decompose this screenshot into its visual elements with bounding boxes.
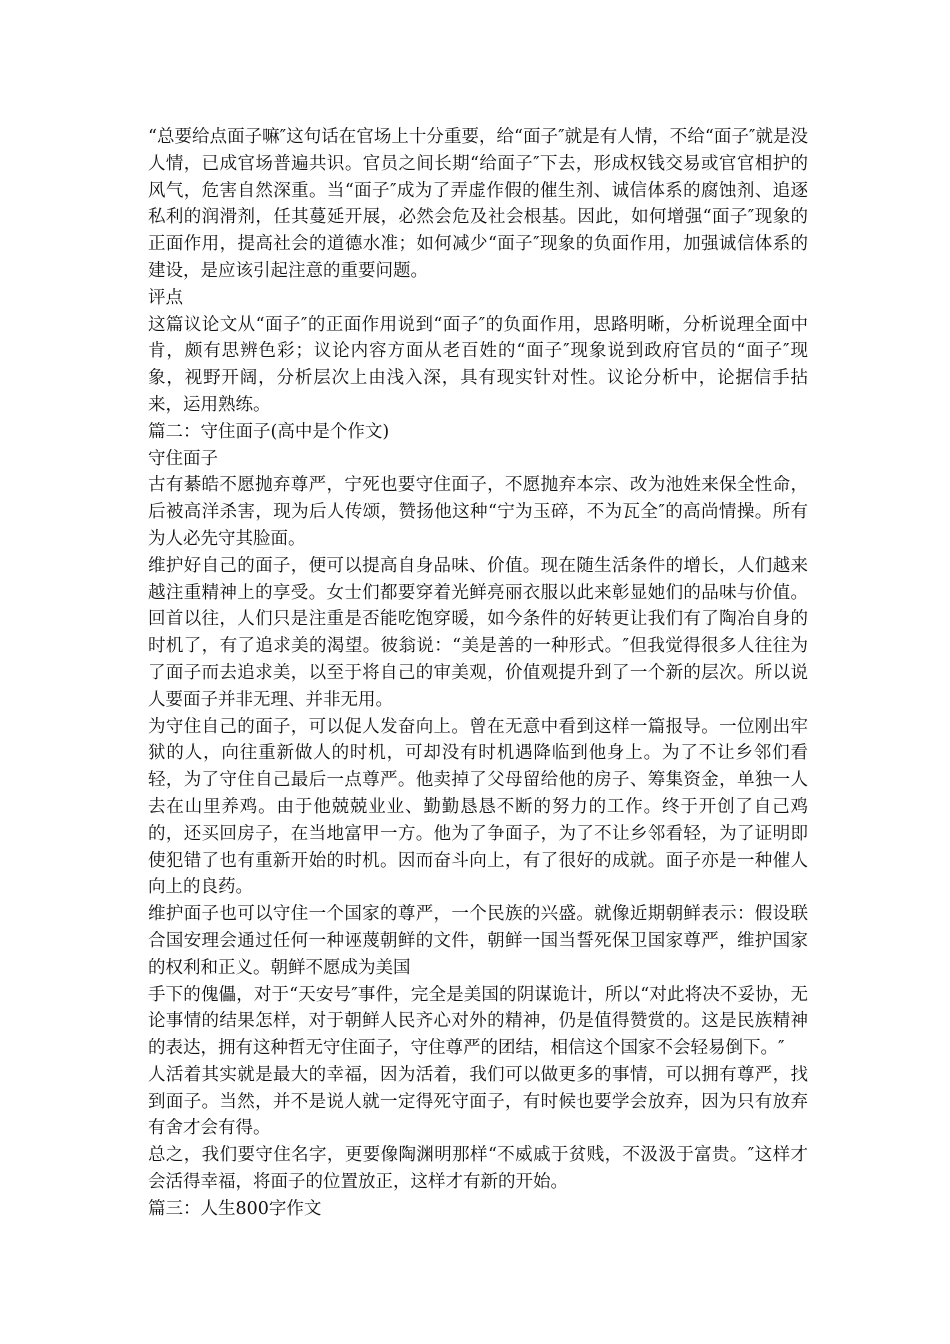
essay-2-title: 守住面子	[148, 448, 218, 469]
essay-2-paragraph-2: 维护好自己的面子，便可以提高自身品味、价值。现在随生活条件的增长，人们越来越注重精神上的享受。女士们都要穿着光鲜亮丽衣服以此来彰显她们的品味与价值。回首以往，人们只是注重是否能吃饱穿暖，如今条件的好转更让我们有了陶冶自身的时机了，有了追求美的渴望。彼翁说：“美是善的一种形式。″但我觉得很多人往往为了面子而去追求美，以至于将自己的审美观，价值观提升到了一个新的层次。所以说人要面子并非无理、并非无用。	[148, 555, 808, 710]
document-body	[148, 124, 808, 1223]
comment-heading: 评点	[148, 287, 183, 308]
comment-paragraph: 这篇议论文从“面子″的正面作用说到“面子″的负面作用，思路明晰，分析说理全面中肯，颇有思辨色彩；议论内容方面从老百姓的“面子″现象说到政府官员的“面子″现象，视野开阔，分析层次上由浅入深，具有现实针对性。议论分析中，论据信手拈来，运用熟练。	[148, 314, 808, 415]
paragraph-intro: “总要给点面子嘛″这句话在官场上十分重要，给“面子″就是有人情，不给“面子″就是没人情，已成官场普遍共识。官员之间长期“给面子″下去，形成权钱交易或官官相护的风气，危害自然深重。当“面子″成为了弄虚作假的催生剂、诚信体系的腐蚀剂、追逐私利的润滑剂，任其蔓延开展，必然会危及社会根基。因此，如何增强“面子″现象的正面作用，提高社会的道德水准；如何减少“面子″现象的负面作用，加强诚信体系的建设，是应该引起注意的重要问题。	[148, 127, 808, 281]
essay-2-paragraph-4: 维护面子也可以守住一个国家的尊严，一个民族的兴盛。就像近期朝鲜表示：假设联合国安理会通过任何一种诬蔑朝鲜的文件，朝鲜一国当誓死保卫国家尊严，维护国家的权利和正义。朝鲜不愿成为美国	[148, 904, 808, 978]
section-3-heading: 篇三：人生800字作文	[148, 1198, 322, 1219]
essay-2-paragraph-1: 古有綦皓不愿抛弃尊严，宁死也要守住面子，不愿抛弃本宗、改为池姓来保全性命，后被高洋杀害，现为后人传颂，赞扬他这种“宁为玉碎，不为瓦全″的高尚情操。所有为人必先守其脸面。	[148, 475, 808, 549]
essay-2-paragraph-6: 人活着其实就是最大的幸福，因为活着，我们可以做更多的事情，可以拥有尊严，找到面子。当然，并不是说人就一定得死守面子，有时候也要学会放弃，因为只有放弃有舍才会有得。	[148, 1064, 808, 1139]
essay-2-paragraph-3: 为守住自己的面子，可以促人发奋向上。曾在无意中看到这样一篇报导。一位刚出牢狱的人，向往重新做人的时机，可却没有时机遇降临到他身上。为了不让乡邻们看轻，为了守住自己最后一点尊严。他卖掉了父母留给他的房子、筹集资金，单独一人去在山里养鸡。由于他兢兢业业、勤勤恳恳不断的努力的工作。终于开创了自己鸡的，还买回房子，在当地富甲一方。他为了争面子，为了不让乡邻看轻，为了证明即使犯错了也有重新开始的时机。因而奋斗向上，有了很好的成就。面子亦是一种催人向上的良药。	[148, 716, 808, 898]
section-2-heading: 篇二：守住面子(高中是个作文)	[148, 421, 390, 442]
essay-2-paragraph-5: 手下的傀儡，对于“天安号″事件，完全是美国的阴谋诡计，所以“对此将决不妥协，无论事情的结果怎样，对于朝鲜人民齐心对外的精神，仍是值得赞赏的。这是民族精神的表达，拥有这种哲无守住面子，守住尊严的团结，相信这个国家不会轻易倒下。″	[148, 984, 808, 1059]
essay-2-paragraph-7: 总之，我们要守住名字，更要像陶渊明那样“不威戚于贫贱，不汲汲于富贵。″这样才会活得幸福，将面子的位置放正，这样才有新的开始。	[148, 1145, 808, 1193]
